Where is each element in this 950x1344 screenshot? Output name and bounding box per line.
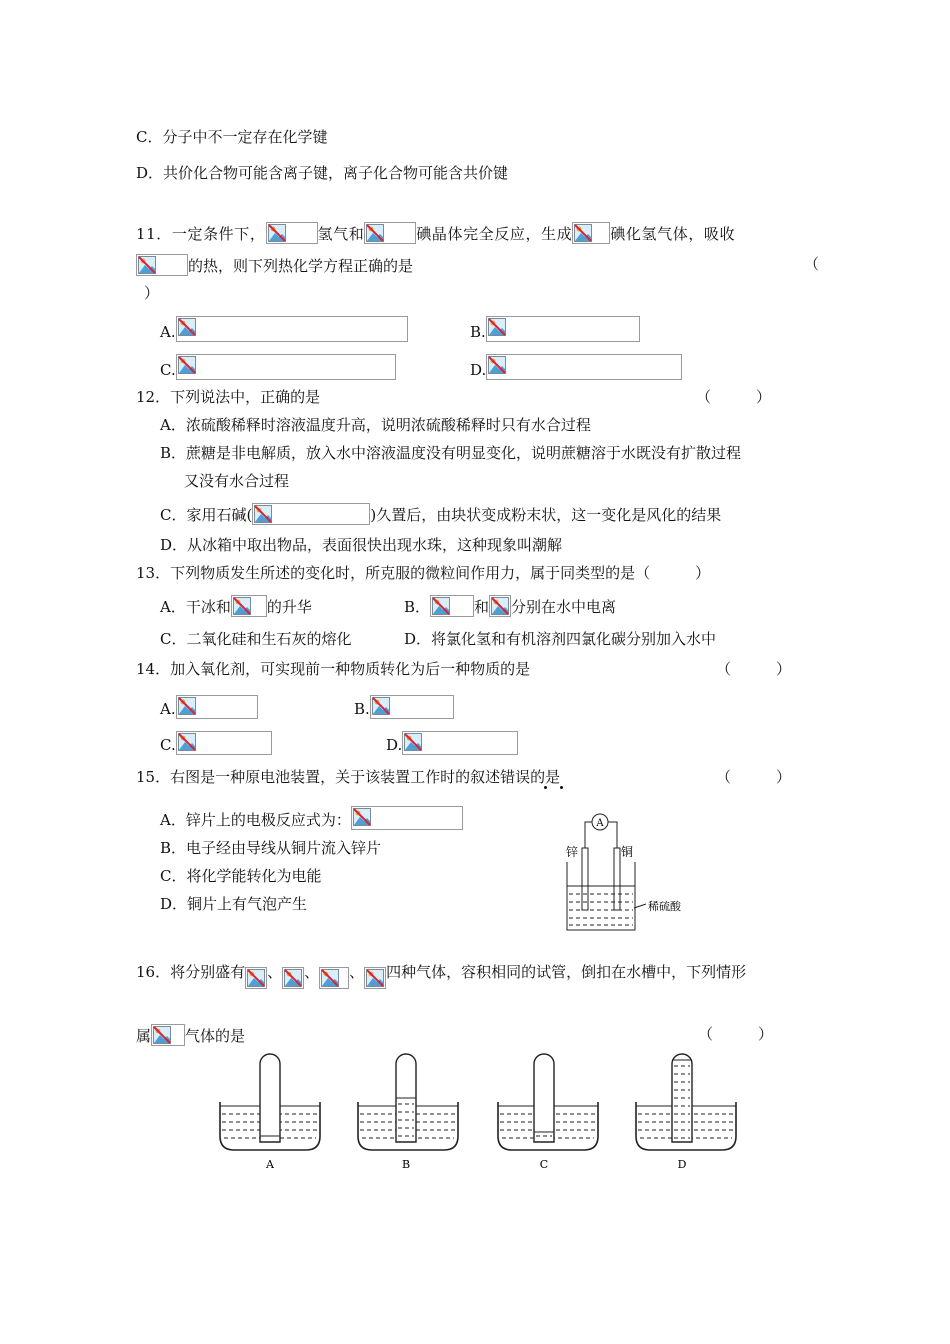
q14-option-d: D. xyxy=(386,731,518,755)
q16-stem-line2: 属 气体的是 xyxy=(136,1024,245,1046)
q15-paren: （ ） xyxy=(716,768,792,786)
q14-paren: （ ） xyxy=(716,660,792,678)
q11-option-d: D. xyxy=(470,354,682,380)
formula-image-icon xyxy=(486,316,640,342)
formula-image-icon xyxy=(351,806,463,830)
q15-stem: 15．右图是一种原电池装置，关于该装置工作时的叙述错误的是 xyxy=(136,768,561,786)
tube-figure-a xyxy=(220,1054,320,1171)
q12-option-a: A．浓硫酸稀释时溶液温度升高，说明浓硫酸稀释时只有水合过程 xyxy=(160,416,591,434)
formula-image-icon xyxy=(319,967,349,989)
tube-figure-b xyxy=(358,1054,458,1171)
q12-option-c: C．家用石碱( )久置后，由块状变成粉末状，这一变化是风化的结果 xyxy=(160,503,721,525)
svg-text:D: D xyxy=(677,1158,687,1171)
formula-image-icon xyxy=(252,503,370,525)
q15-option-d: D．铜片上有气泡产生 xyxy=(160,895,308,913)
tube-figure-c xyxy=(498,1054,598,1171)
copper-electrode xyxy=(614,848,620,910)
formula-image-icon xyxy=(364,967,386,989)
q13-stem: 13．下列物质发生所述的变化时，所克服的微粒间作用力，属于同类型的是（ ） xyxy=(136,564,711,582)
acid-label: 稀硫酸 xyxy=(648,900,681,913)
q13-option-c: C．二氧化硅和生石灰的熔化 xyxy=(160,630,352,648)
q10-option-d: D．共价化合物可能含离子键，离子化合物可能含共价键 xyxy=(136,164,509,182)
q12-option-b-line1: B．蔗糖是非电解质，放入水中溶液温度没有明显变化，说明蔗糖溶于水既没有扩散过程 xyxy=(160,444,742,462)
q10-option-c: C．分子中不一定存在化学键 xyxy=(136,128,328,146)
beaker xyxy=(567,862,635,930)
q13-option-a: A．干冰和 的升华 xyxy=(160,595,312,617)
q11-stem-line2: 的热，则下列热化学方程正确的是 xyxy=(136,254,413,276)
tube-figure-d xyxy=(636,1054,736,1171)
formula-image-icon xyxy=(176,316,408,342)
ammeter-label: A xyxy=(596,818,604,829)
formula-image-icon xyxy=(370,695,454,719)
formula-image-icon xyxy=(430,595,474,617)
emphasis-dot xyxy=(560,786,563,789)
formula-image-icon xyxy=(402,731,518,755)
q11-stem-line1: 11．一定条件下， 氢气和 碘晶体完全反应，生成 碘化氢气体，吸收 xyxy=(136,222,735,244)
formula-image-icon xyxy=(364,222,416,244)
formula-image-icon xyxy=(151,1024,185,1046)
q11-paren-close: ） xyxy=(144,284,160,302)
formula-image-icon xyxy=(282,967,304,989)
formula-image-icon xyxy=(231,595,267,617)
formula-image-icon xyxy=(176,354,396,380)
q12-option-b-line2: 又没有水合过程 xyxy=(184,472,290,490)
formula-image-icon xyxy=(489,595,511,617)
q14-option-b: B. xyxy=(354,695,454,719)
formula-image-icon xyxy=(245,967,267,989)
formula-image-icon xyxy=(136,254,188,276)
q13-option-b: B． 和 分别在水中电离 xyxy=(404,595,616,617)
q11-option-a: A. xyxy=(160,316,408,342)
galvanic-cell-diagram xyxy=(560,808,700,936)
q14-stem: 14．加入氧化剂，可实现前一种物质转化为后一种物质的是 xyxy=(136,660,531,678)
q12-option-d: D．从冰箱中取出物品，表面很快出现水珠，这种现象叫潮解 xyxy=(160,536,563,554)
formula-image-icon xyxy=(266,222,318,244)
q13-option-d: D．将氯化氢和有机溶剂四氯化碳分别加入水中 xyxy=(404,630,717,648)
q11-paren-open: （ xyxy=(804,255,820,273)
svg-text:C: C xyxy=(539,1158,549,1171)
svg-text:B: B xyxy=(401,1158,411,1171)
zinc-electrode xyxy=(582,848,588,910)
q16-paren: （ ） xyxy=(698,1025,774,1043)
test-tubes-diagram xyxy=(218,1052,738,1174)
copper-label: 铜 xyxy=(621,845,634,859)
q16-stem-line1: 16．将分别盛有 、 、 、 四种气体，容积相同的试管，倒扣在水槽中，下列情形 xyxy=(136,962,746,989)
q12-paren: （ ） xyxy=(696,388,772,406)
q15-option-b: B．电子经由导线从铜片流入锌片 xyxy=(160,839,382,857)
emphasis-dot xyxy=(544,786,547,789)
q15-option-c: C．将化学能转化为电能 xyxy=(160,867,322,885)
svg-text:A: A xyxy=(266,1158,274,1171)
q15-option-a: A．锌片上的电极反应式为： xyxy=(160,806,463,830)
formula-image-icon xyxy=(572,222,610,244)
q14-option-a: A. xyxy=(160,695,258,719)
formula-image-icon xyxy=(176,695,258,719)
q14-option-c: C. xyxy=(160,731,272,755)
formula-image-icon xyxy=(486,354,682,380)
q12-stem: 12．下列说法中，正确的是 xyxy=(136,388,321,406)
formula-image-icon xyxy=(176,731,272,755)
q11-option-c: C. xyxy=(160,354,396,380)
q11-option-b: B. xyxy=(470,316,640,342)
zinc-label: 锌 xyxy=(566,845,579,859)
